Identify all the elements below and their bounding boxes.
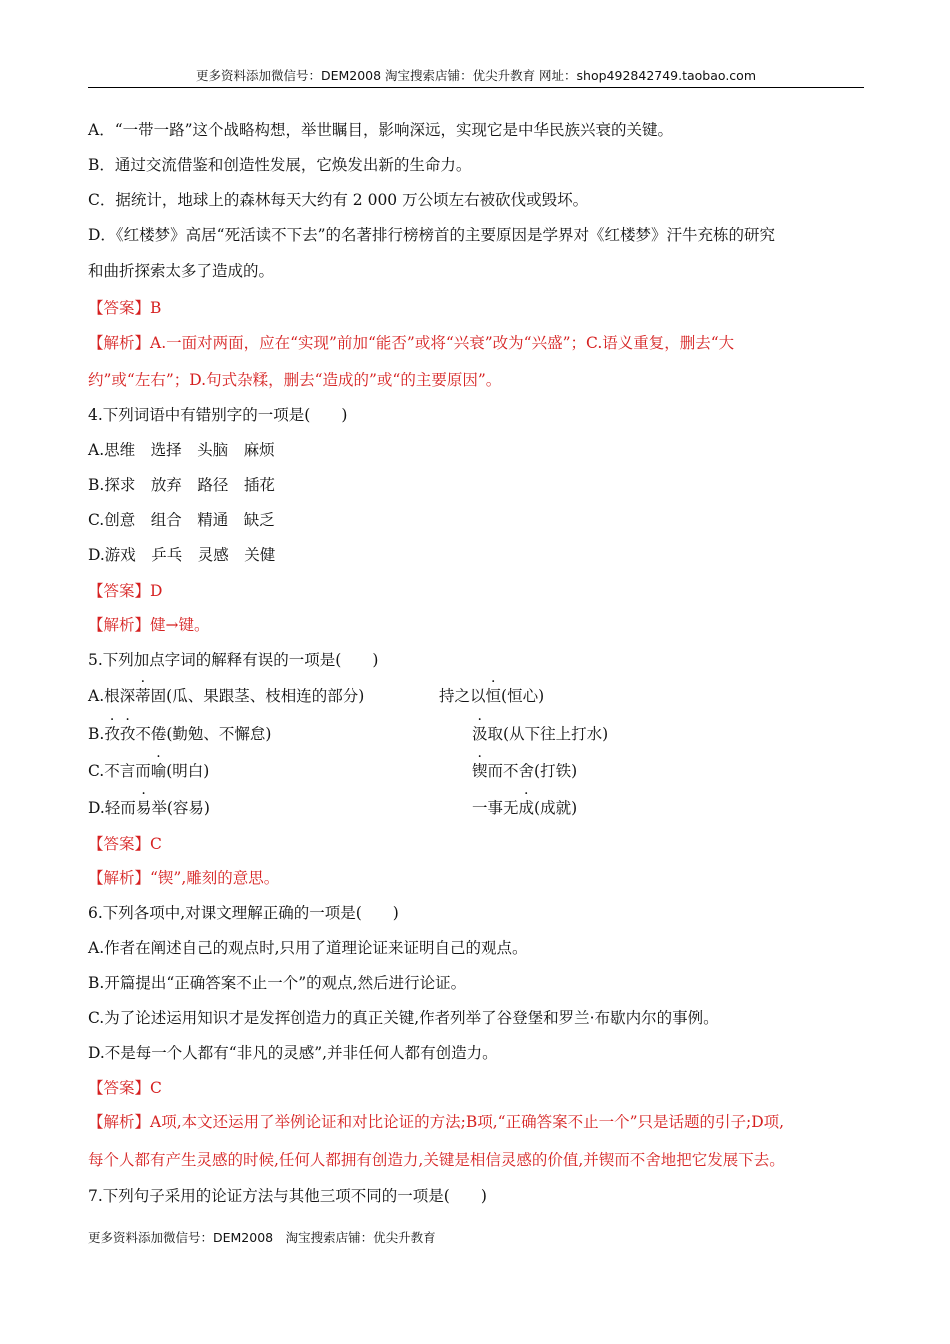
page-footer: 更多资料添加微信号：DEM2008 淘宝搜索店铺：优尖升教育 xyxy=(88,1230,436,1245)
q6-analysis-line2: 每个人都有产生灵感的时候,任何人都拥有创造力,关键是相信灵感的价值,并锲而不舍地把它发展下去。 xyxy=(88,1151,785,1169)
q5-option-a: A.根深蒂固(瓜、果跟茎、枝相连的部分) xyxy=(88,687,365,705)
emphasis-dot-char: 成 xyxy=(518,799,535,817)
q3-option-a: A．“一带一路”这个战略构想，举世瞩目，影响深远，实现它是中华民族兴衰的关键。 xyxy=(88,121,674,139)
q3-option-b: B．通过交流借鉴和创造性发展，它焕发出新的生命力。 xyxy=(88,156,472,174)
q5-option-c-second: 锲而不舍(打铁) xyxy=(472,762,578,780)
q5-option-c: C.不言而喻(明白) xyxy=(88,762,210,780)
emphasis-dot-char: 孜 xyxy=(119,725,136,743)
q6-option-b: B.开篇提出“正确答案不止一个”的观点,然后进行论证。 xyxy=(88,974,467,992)
q5-option-a-second: 持之以恒(恒心) xyxy=(439,687,545,705)
q3-analysis-line1: 【解析】A.一面对两面，应在“实现”前加“能否”或将“兴衰”改为“兴盛”；C.语义重复，删去“大 xyxy=(88,334,735,352)
q6-option-c: C.为了论述运用知识才是发挥创造力的真正关键,作者列举了谷登堡和罗兰·布歇内尔的事例。 xyxy=(88,1009,719,1027)
q6-answer: 【答案】C xyxy=(88,1079,162,1097)
q4-option-b: B.探求 放弃 路径 插花 xyxy=(88,476,275,494)
page-header: 更多资料添加微信号：DEM2008 淘宝搜索店铺：优尖升教育 网址：shop492842749.taobao.com xyxy=(195,68,757,83)
q5-option-b: B.孜孜不倦(勤勉、不懈怠) xyxy=(88,725,272,743)
q4-analysis: 【解析】健→键。 xyxy=(88,616,210,634)
q3-answer: 【答案】B xyxy=(88,299,162,317)
emphasis-dot-char: 孜 xyxy=(104,725,120,743)
q6-option-a: A.作者在阐述自己的观点时,只用了道理论证来证明自己的观点。 xyxy=(88,939,528,957)
q4-stem: 4.下列词语中有错别字的一项是( ) xyxy=(88,406,348,424)
q7-stem: 7.下列句子采用的论证方法与其他三项不同的一项是( ) xyxy=(88,1187,487,1205)
q4-option-d: D.游戏 乒乓 灵感 关健 xyxy=(88,546,276,564)
q4-option-c: C.创意 组合 精通 缺乏 xyxy=(88,511,275,529)
q6-stem: 6.下列各项中,对课文理解正确的一项是( ) xyxy=(88,904,399,922)
emphasis-dot-char: 恒 xyxy=(485,687,502,705)
q5-option-d-second: 一事无成(成就) xyxy=(472,799,578,817)
emphasis-dot-char: 锲 xyxy=(472,762,488,780)
q4-option-a: A.思维 选择 头脑 麻烦 xyxy=(88,441,275,459)
q6-option-d: D.不是每一个人都有“非凡的灵感”,并非任何人都有创造力。 xyxy=(88,1044,498,1062)
q3-option-d-line2: 和曲折探索太多了造成的。 xyxy=(88,262,275,280)
q6-analysis-line1: 【解析】A项,本文还运用了举例论证和对比论证的方法;B项,“正确答案不止一个”只是话题的引子;D项, xyxy=(88,1113,785,1131)
q3-analysis-line2: 约”或“左右”；D.句式杂糅，删去“造成的”或“的主要原因”。 xyxy=(88,371,502,389)
q5-answer: 【答案】C xyxy=(88,835,162,853)
emphasis-dot-char: 喻 xyxy=(150,762,167,780)
emphasis-dot-char: 汲 xyxy=(472,725,488,743)
header-divider xyxy=(88,87,864,88)
q5-option-d: D.轻而易举(容易) xyxy=(88,799,210,817)
q3-option-c: C．据统计，地球上的森林每天大约有 2 000 万公顷左右被砍伐或毁坏。 xyxy=(88,191,589,209)
emphasis-dot-char: 易 xyxy=(135,799,152,817)
q4-answer: 【答案】D xyxy=(88,582,163,600)
emphasis-dot-char: 蒂 xyxy=(135,687,151,705)
q5-stem: 5.下列加点字词的解释有误的一项是( ) xyxy=(88,651,379,669)
q5-option-b-second: 汲取(从下往上打水) xyxy=(472,725,609,743)
q3-option-d-line1: D．《红楼梦》高居“死活读不下去”的名著排行榜榜首的主要原因是学界对《红楼梦》汗牛充栋的研究 xyxy=(88,226,776,244)
q5-analysis: 【解析】“锲”,雕刻的意思。 xyxy=(88,869,280,887)
